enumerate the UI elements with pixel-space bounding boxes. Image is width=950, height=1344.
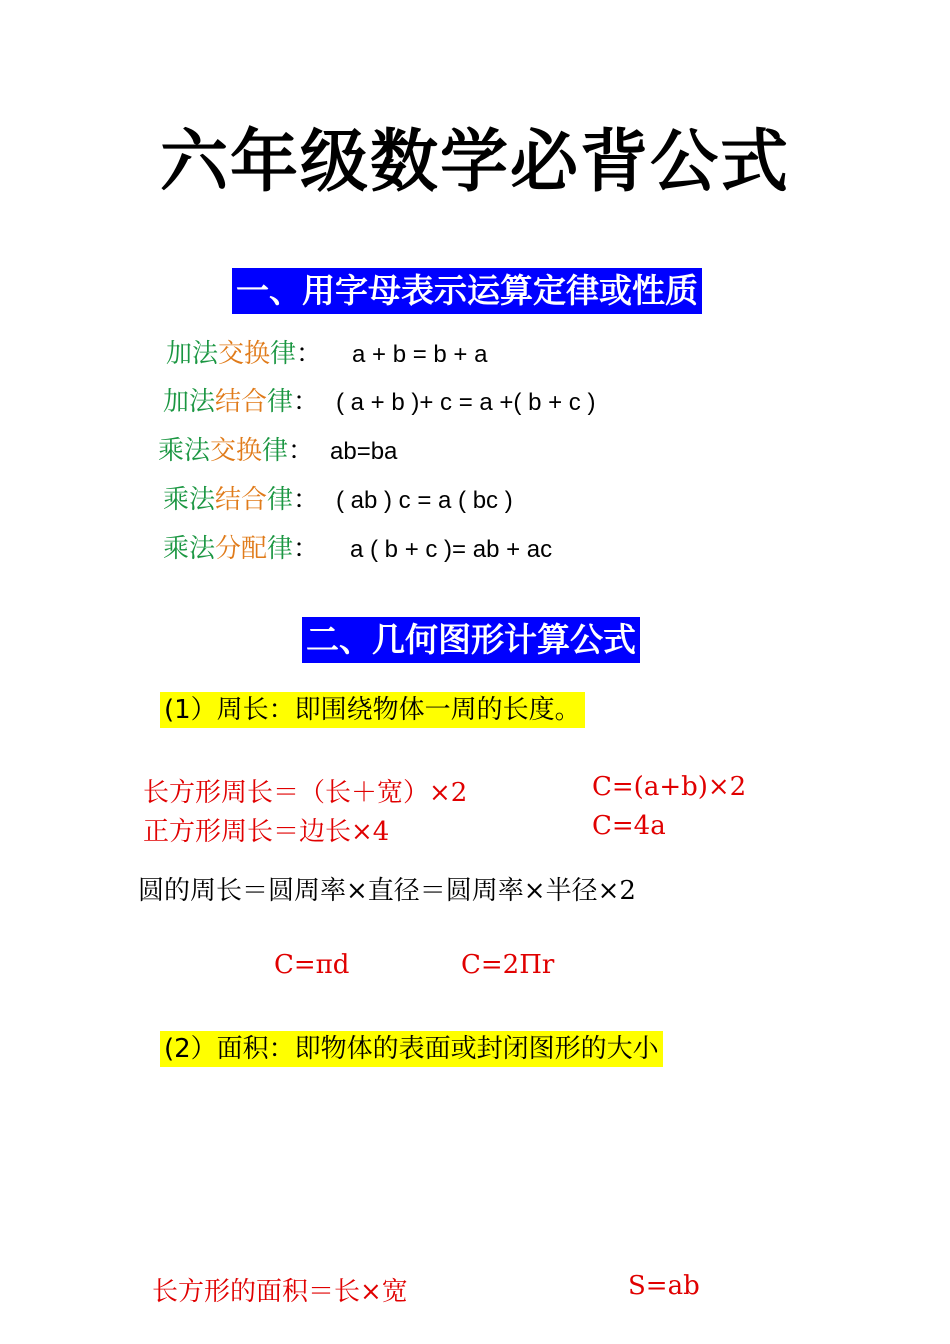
area-label: (2）面积：即物体的表面或封闭图形的大小	[160, 1031, 663, 1067]
square-perimeter-formula: C=4a	[592, 811, 666, 841]
circle-formula-diameter: C=πd	[274, 950, 350, 980]
law-row-multiplication-associative	[163, 482, 319, 518]
section1-heading: 一、用字母表示运算定律或性质	[232, 268, 702, 314]
rect-area-text: 长方形的面积＝长×宽	[152, 1277, 408, 1307]
law-suffix: 律	[270, 339, 297, 369]
perimeter-label: (1）周长：即围绕物体一周的长度。	[160, 692, 585, 728]
law-middle: 分配	[215, 534, 268, 564]
law-formula: ( ab ) c = a ( bc )	[336, 487, 513, 514]
law-middle: 结合	[215, 387, 268, 417]
square-perimeter-text: 正方形周长＝边长×4	[143, 817, 390, 847]
law-row-multiplication-commutative	[158, 433, 314, 469]
law-formula: ab=ba	[330, 438, 398, 465]
law-middle: 结合	[215, 485, 268, 515]
law-row-distributive	[163, 531, 319, 567]
law-prefix: 乘法	[163, 485, 216, 515]
law-formula: ( a + b )+ c = a +( b + c )	[336, 389, 596, 416]
law-row-addition-associative	[163, 384, 319, 420]
law-suffix: 律	[267, 534, 294, 564]
law-colon: ：	[288, 436, 315, 466]
law-suffix: 律	[267, 485, 294, 515]
law-colon: ：	[293, 534, 320, 564]
law-colon: ：	[293, 387, 320, 417]
law-prefix: 乘法	[163, 534, 216, 564]
circle-perimeter-text: 圆的周长＝圆周率×直径＝圆周率×半径×2	[138, 876, 636, 906]
circle-formula-radius: C=2Πr	[461, 950, 555, 980]
law-prefix: 乘法	[158, 436, 211, 466]
law-prefix: 加法	[163, 387, 216, 417]
law-colon: ：	[296, 339, 323, 369]
law-middle: 交换	[210, 436, 263, 466]
law-formula: a ( b + c )= ab + ac	[350, 536, 553, 563]
rect-perimeter-formula: C=(a+b)×2	[592, 772, 747, 802]
page-title: 六年级数学必背公式	[159, 123, 790, 202]
law-colon: ：	[293, 485, 320, 515]
law-suffix: 律	[267, 387, 294, 417]
law-prefix: 加法	[166, 339, 219, 369]
rect-area-formula: S=ab	[628, 1271, 700, 1301]
law-formula: a + b = b + a	[352, 341, 488, 368]
law-row-addition-commutative	[166, 336, 322, 372]
rect-perimeter-text: 长方形周长＝（长＋宽）×2	[143, 778, 468, 808]
section2-heading: 二、几何图形计算公式	[302, 617, 640, 663]
law-suffix: 律	[262, 436, 289, 466]
law-middle: 交换	[218, 339, 271, 369]
